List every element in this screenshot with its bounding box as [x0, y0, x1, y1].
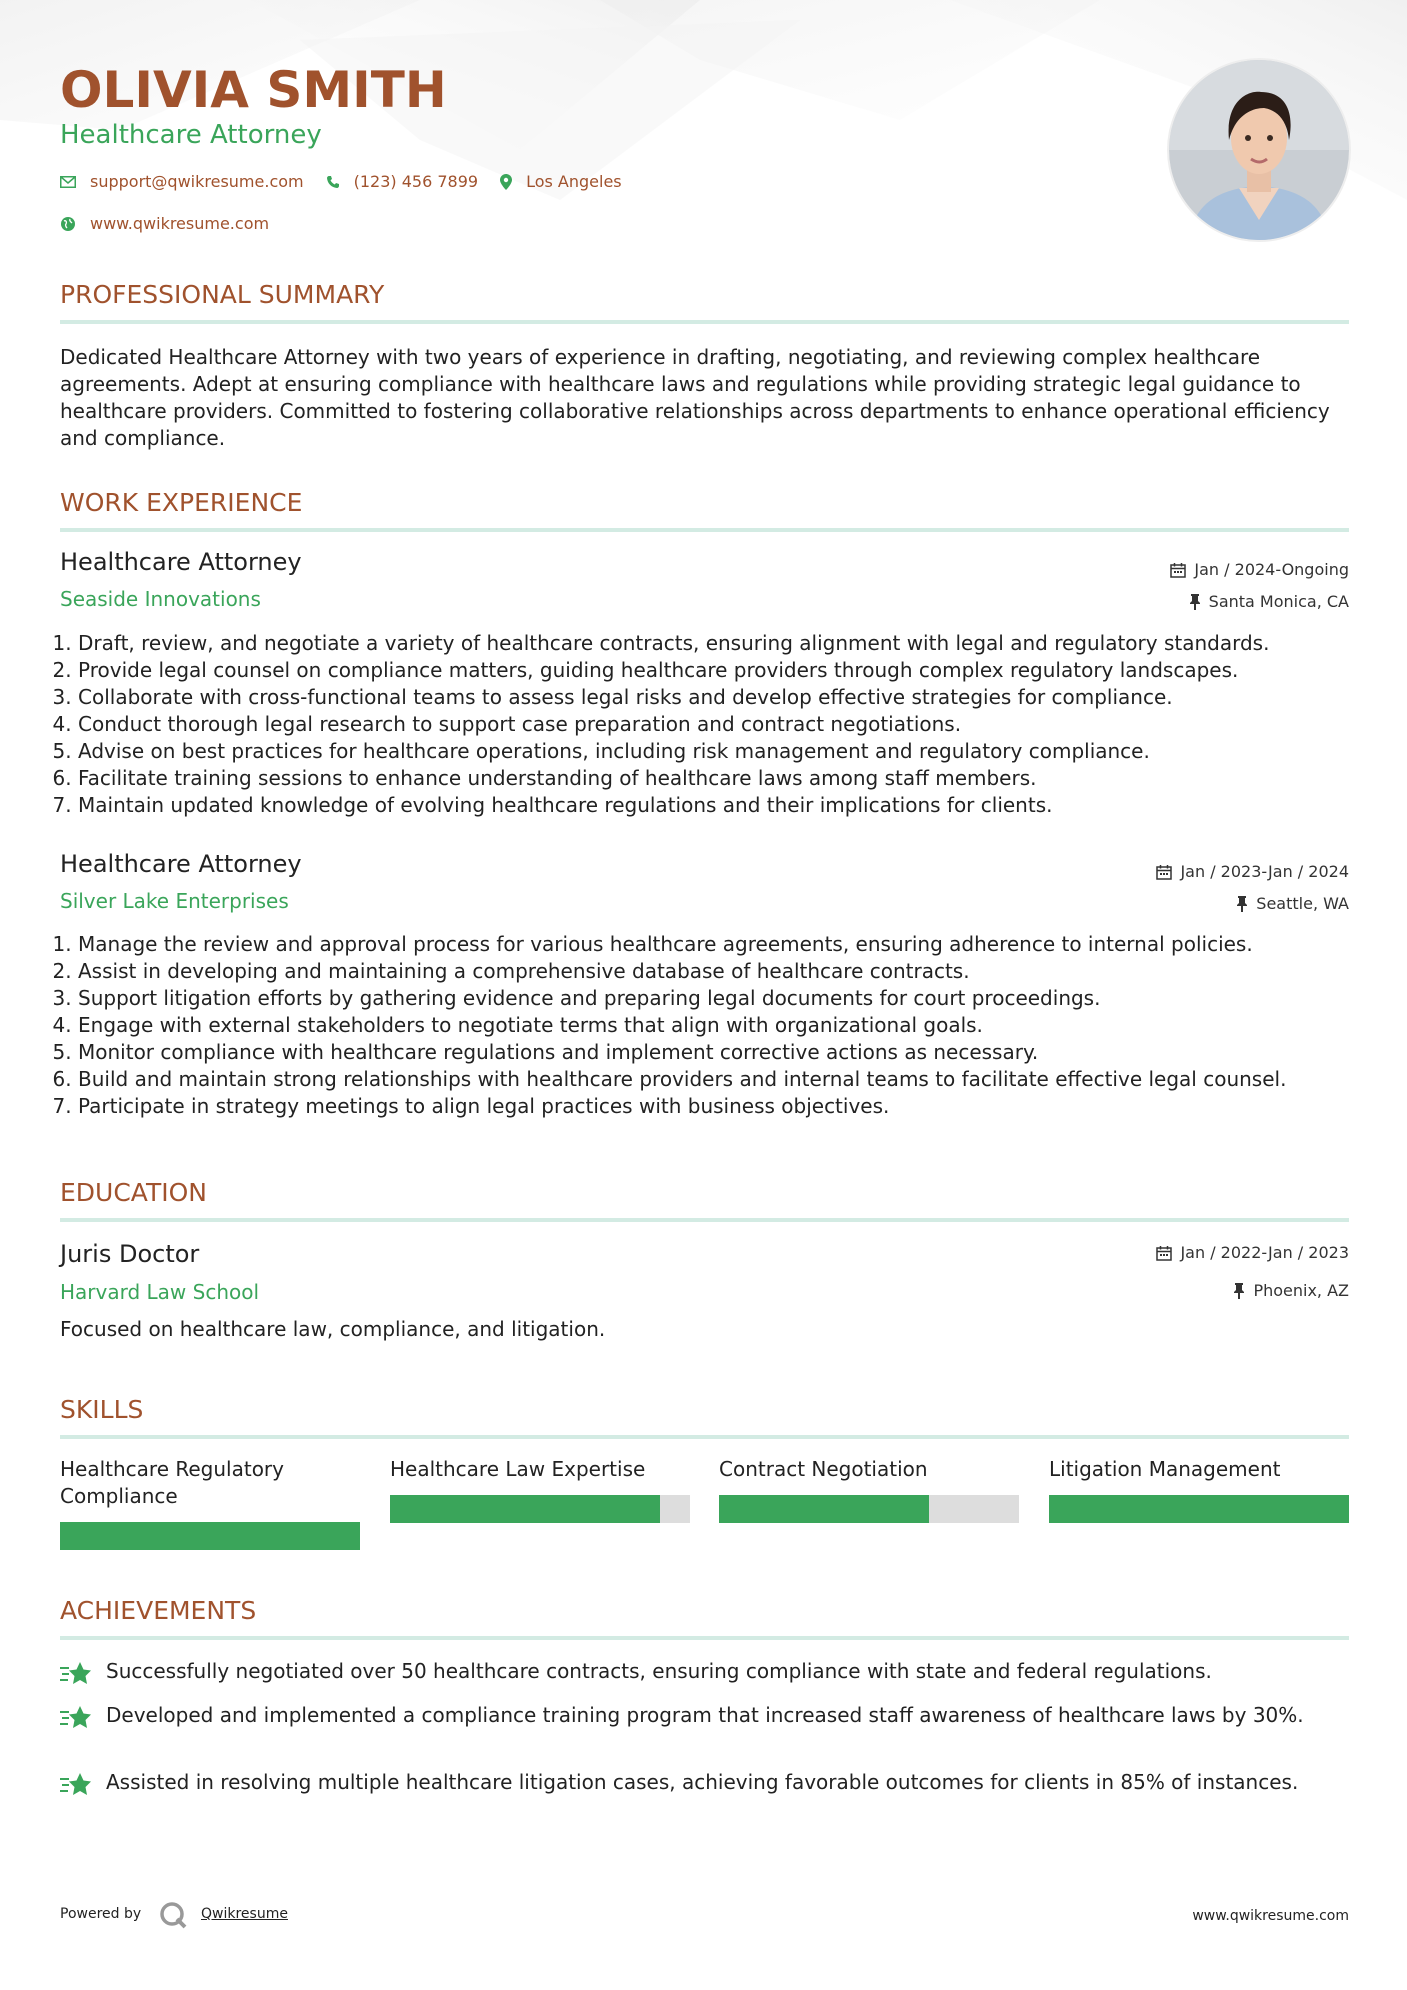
duty-item: 4. Conduct thorough legal research to support case preparation and contract negotiations. [78, 711, 1367, 738]
qwikresume-brand-link[interactable]: Qwikresume [201, 1906, 288, 1922]
job-location-text: Seattle, WA [1256, 894, 1349, 913]
skill-label: Contract Negotiation [719, 1457, 928, 1481]
duty-item: 5. Advise on best practices for healthcare operations, including risk management and regulatory compliance. [78, 738, 1367, 765]
pushpin-icon [1233, 1283, 1245, 1299]
duty-item: 5. Monitor compliance with healthcare regulations and implement corrective actions as necessary. [78, 1039, 1367, 1066]
phone-icon [326, 175, 340, 189]
skill-bar-fill [60, 1522, 360, 1550]
email-text: support@qwikresume.com [90, 172, 304, 191]
job-company: Seaside Innovations [60, 587, 261, 611]
contact-location [500, 172, 622, 191]
skill-bar-track [60, 1522, 360, 1550]
degree-title: Juris Doctor [60, 1240, 200, 1268]
calendar-icon [1156, 1245, 1172, 1261]
job-company: Silver Lake Enterprises [60, 889, 289, 913]
job-location [1189, 592, 1349, 611]
skills-divider [60, 1435, 1349, 1439]
skills-heading: SKILLS [60, 1395, 144, 1424]
qwikresume-logo-icon [158, 1900, 188, 1930]
job-location-text: Santa Monica, CA [1208, 592, 1349, 611]
website-text: www.qwikresume.com [90, 214, 270, 233]
achievement-text: Developed and implemented a compliance training program that increased staff awareness of healthcare laws by 30%. [106, 1703, 1304, 1727]
duty-item: 6. Build and maintain strong relationships with healthcare providers and internal teams to facilitate effective legal counsel. [78, 1066, 1367, 1093]
contact-email[interactable] [60, 172, 304, 191]
skill-bar-fill [390, 1495, 660, 1523]
duty-item: 2. Provide legal counsel on compliance matters, guiding healthcare providers through complex regulatory landscapes. [78, 657, 1367, 684]
skill-bar-fill [719, 1495, 929, 1523]
skill-bar-track [390, 1495, 690, 1523]
skill-bar-fill [1049, 1495, 1349, 1523]
candidate-role: Healthcare Attorney [60, 120, 322, 150]
envelope-icon [60, 176, 76, 188]
achievement-text: Assisted in resolving multiple healthcare litigation cases, achieving favorable outcomes for clients in 85% of instances. [106, 1770, 1299, 1794]
contact-website[interactable] [60, 214, 269, 233]
duty-item: 4. Engage with external stakeholders to negotiate terms that align with organizational goals. [78, 1012, 1367, 1039]
job-title: Healthcare Attorney [60, 850, 302, 878]
calendar-icon [1170, 562, 1186, 578]
profile-photo [1169, 60, 1349, 240]
skill-bar-track [719, 1495, 1019, 1523]
education-divider [60, 1218, 1349, 1222]
job-title: Healthcare Attorney [60, 548, 302, 576]
achievement-item [60, 1658, 1349, 1688]
job-duties-list [60, 630, 1367, 819]
experience-divider [60, 528, 1349, 532]
summary-heading: PROFESSIONAL SUMMARY [60, 280, 385, 309]
phone-text: (123) 456 7899 [353, 172, 479, 191]
map-pin-icon [500, 174, 512, 190]
education-location [1233, 1281, 1349, 1300]
duty-item: 3. Collaborate with cross-functional teams to assess legal risks and develop effective strategies for compliance. [78, 684, 1367, 711]
job-dates [1156, 862, 1349, 881]
duty-item: 6. Facilitate training sessions to enhance understanding of healthcare laws among staff members. [78, 765, 1367, 792]
summary-divider [60, 320, 1349, 324]
skill-label: Healthcare Regulatory Compliance [60, 1457, 284, 1508]
duty-item: 3. Support litigation efforts by gathering evidence and preparing legal documents for court proceedings. [78, 985, 1367, 1012]
education-location-text: Phoenix, AZ [1253, 1281, 1349, 1300]
duty-item: 7. Maintain updated knowledge of evolving healthcare regulations and their implications for clients. [78, 792, 1367, 819]
skill-item [390, 1456, 690, 1483]
education-dates [1156, 1243, 1349, 1262]
skill-label: Healthcare Law Expertise [390, 1457, 646, 1481]
skill-item [60, 1456, 360, 1510]
star-badge-icon [60, 1769, 92, 1799]
summary-text: Dedicated Healthcare Attorney with two years of experience in drafting, negotiating, and reviewing complex healthcare agreements. Adept at ensuring compliance with healthcare laws and regulations while providing strategic legal guidance to healthcare providers. Committed to fostering collaborative relationships across departments to enhance operational efficiency and compliance. [60, 345, 1330, 450]
star-badge-icon [60, 1658, 92, 1688]
duty-item: 2. Assist in developing and maintaining a comprehensive database of healthcare contracts. [78, 958, 1367, 985]
duty-item: 1. Manage the review and approval process for various healthcare agreements, ensuring adherence to internal policies. [78, 931, 1367, 958]
school-name: Harvard Law School [60, 1280, 260, 1304]
duty-item: 7. Participate in strategy meetings to align legal practices with business objectives. [78, 1093, 1367, 1120]
contact-phone[interactable] [326, 172, 478, 191]
job-dates [1170, 560, 1349, 579]
skill-label: Litigation Management [1049, 1457, 1281, 1481]
job-dates-text: Jan / 2023-Jan / 2024 [1180, 862, 1349, 881]
contact-row-primary [60, 172, 644, 191]
avatar-portrait [1169, 60, 1349, 240]
education-heading: EDUCATION [60, 1178, 207, 1207]
pushpin-icon [1189, 594, 1201, 610]
achievements-divider [60, 1636, 1349, 1640]
achievement-item [60, 1769, 1349, 1799]
location-text: Los Angeles [526, 172, 622, 191]
achievement-item [60, 1702, 1349, 1732]
footer-website-link[interactable]: www.qwikresume.com [1192, 1908, 1349, 1924]
calendar-icon [1156, 864, 1172, 880]
duty-item: 1. Draft, review, and negotiate a variety of healthcare contracts, ensuring alignment with legal and regulatory standards. [78, 630, 1367, 657]
skill-item [719, 1456, 1019, 1483]
achievements-heading: ACHIEVEMENTS [60, 1596, 257, 1625]
education-description: Focused on healthcare law, compliance, and litigation. [60, 1317, 606, 1341]
achievement-text: Successfully negotiated over 50 healthcare contracts, ensuring compliance with state and federal regulations. [106, 1659, 1212, 1683]
globe-icon [60, 216, 76, 232]
job-dates-text: Jan / 2024-Ongoing [1194, 560, 1349, 579]
job-location [1236, 894, 1349, 913]
skill-bar-track [1049, 1495, 1349, 1523]
candidate-name: OLIVIA SMITH [60, 61, 447, 119]
powered-by-label: Powered by [60, 1906, 142, 1922]
education-dates-text: Jan / 2022-Jan / 2023 [1180, 1243, 1349, 1262]
star-badge-icon [60, 1702, 92, 1732]
contact-row-secondary [60, 214, 291, 233]
experience-heading: WORK EXPERIENCE [60, 488, 303, 517]
job-duties-list [60, 931, 1367, 1120]
pushpin-icon [1236, 896, 1248, 912]
skill-item [1049, 1456, 1349, 1483]
